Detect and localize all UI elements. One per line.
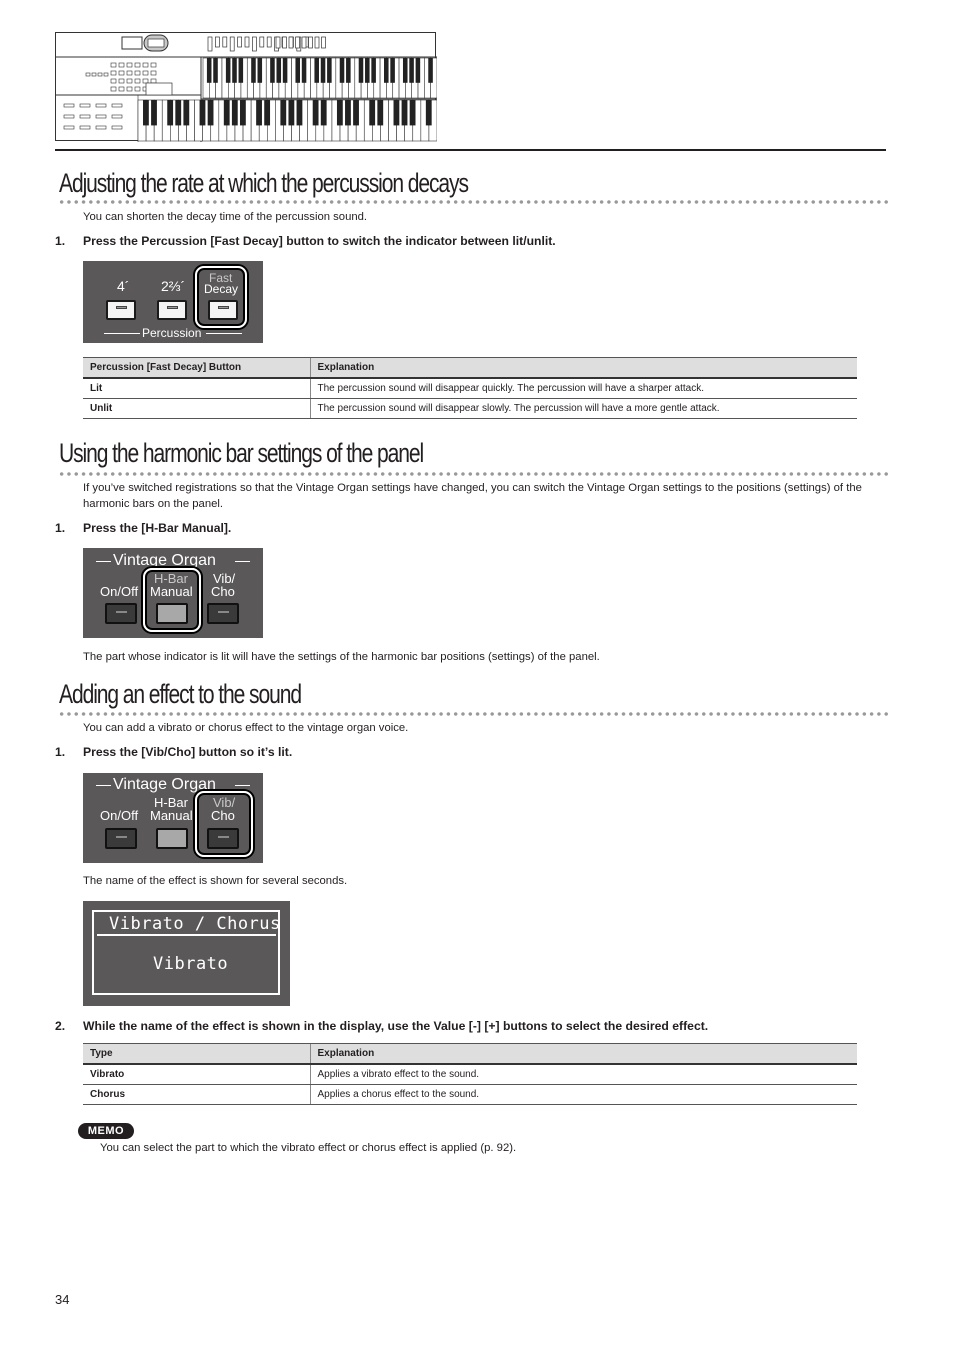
button-label-on-off: On/Off — [100, 584, 139, 599]
group-line-left — [104, 333, 140, 334]
black-key — [175, 100, 181, 125]
drawbar — [276, 37, 280, 48]
group-label-vintage-organ: Vintage Organ — [113, 776, 216, 793]
drawbar — [296, 37, 300, 48]
black-key — [295, 58, 300, 83]
section-heading-percussion: Adjusting the rate at which the percussion decays — [59, 168, 468, 198]
step-number: 2. — [55, 1019, 66, 1033]
group-line-right — [235, 561, 250, 562]
panel-button — [119, 87, 124, 91]
table-cell: Applies a chorus effect to the sound. — [310, 1084, 857, 1105]
group-line-right — [235, 785, 250, 786]
h-bar-manual-button — [156, 603, 188, 624]
panel-button — [64, 115, 74, 118]
black-key — [409, 58, 414, 83]
black-key — [327, 58, 332, 83]
panel-button — [92, 73, 96, 76]
table-header-row — [83, 358, 857, 378]
panel-button — [96, 115, 106, 118]
black-key — [402, 100, 408, 125]
drawbar — [322, 37, 326, 48]
lcd-frame — [92, 910, 280, 995]
black-key — [428, 58, 433, 83]
black-key — [302, 58, 307, 83]
instrument-illustration — [55, 32, 436, 141]
panel-button — [135, 71, 140, 75]
black-key — [313, 100, 319, 125]
black-key — [377, 100, 383, 125]
black-key — [224, 100, 230, 125]
panel-button — [143, 79, 148, 83]
table-header: Type — [83, 1044, 310, 1064]
panel-button — [151, 71, 156, 75]
black-key — [207, 58, 212, 83]
panel-button — [111, 63, 116, 67]
panel-button — [135, 79, 140, 83]
panel-button — [127, 63, 132, 67]
section-intro: You can add a vibrato or chorus effect to the vintage organ voice. — [83, 722, 409, 734]
drawbar — [267, 37, 271, 47]
section-intro: If you’ve switched registrations so that the Vintage Organ settings have changed, you can switch the Vintage Organ settings to the positions (settings) of the harmonic bars on the panel. — [83, 482, 862, 510]
black-key — [390, 58, 395, 83]
table-row — [83, 398, 857, 419]
drawbar — [289, 37, 293, 48]
button-label-manual: Manual — [150, 584, 193, 599]
table-cell: Vibrato — [83, 1064, 310, 1085]
on-off-button — [105, 828, 137, 849]
step-result: The name of the effect is shown for several seconds. — [83, 875, 348, 887]
button-label-manual: Manual — [150, 808, 193, 823]
drawbar — [223, 37, 227, 47]
on-off-button — [105, 603, 137, 624]
black-key — [213, 58, 218, 83]
step-number: 1. — [55, 234, 66, 248]
table-row — [83, 378, 857, 399]
drawbar — [260, 37, 264, 47]
black-key — [314, 58, 319, 83]
black-key — [232, 58, 237, 83]
header-rule — [55, 149, 886, 151]
panel-button — [80, 126, 90, 129]
section-heading-effect: Adding an effect to the sound — [59, 679, 301, 709]
black-key — [369, 100, 375, 125]
group-line-left — [96, 785, 111, 786]
black-key — [151, 100, 157, 125]
step-number: 1. — [55, 521, 66, 535]
black-key — [143, 100, 149, 125]
panel-button — [64, 104, 74, 107]
black-key — [256, 100, 262, 125]
table-cell: The percussion sound will disappear quickly. The percussion will have a sharper attack. — [310, 378, 857, 399]
panel-button — [64, 126, 74, 129]
button-label-2-2-3ft: 2⅔´ — [161, 278, 186, 294]
percussion-2-2-3-button — [157, 300, 187, 320]
table-row — [83, 1064, 857, 1085]
black-key — [288, 100, 294, 125]
fast-decay-table — [83, 357, 857, 419]
lcd-title: Vibrato / Chorus — [109, 914, 281, 934]
panel-button — [80, 115, 90, 118]
table-cell: The percussion sound will disappear slowly. The percussion will have a more gentle attack. — [310, 398, 857, 419]
group-line-right — [206, 333, 242, 334]
step-result: The part whose indicator is lit will have the settings of the harmonic bar positions (settings) of the panel. — [83, 651, 600, 663]
group-line-left — [96, 561, 111, 562]
step-instruction: Press the Percussion [Fast Decay] button to switch the indicator between lit/unlit. — [83, 234, 556, 248]
black-key — [321, 100, 327, 125]
lcd-divider — [97, 934, 276, 936]
vintage-organ-panel-image — [83, 548, 263, 638]
black-key — [283, 58, 288, 83]
dotted-rule — [58, 711, 888, 717]
black-key — [276, 58, 281, 83]
drawbar — [215, 37, 219, 47]
vib-cho-button — [207, 828, 239, 849]
table-cell: Lit — [83, 378, 310, 399]
black-key — [359, 58, 364, 83]
group-label-percussion: Percussion — [142, 326, 202, 340]
drawbar — [315, 37, 319, 48]
button-label-vib: Vib/ — [213, 571, 236, 586]
black-key — [251, 58, 256, 83]
panel-button — [135, 87, 140, 91]
panel-button — [112, 104, 122, 107]
lcd-display-image — [83, 901, 290, 1006]
panel-button — [98, 73, 102, 76]
panel-button — [111, 87, 116, 91]
panel-button — [86, 73, 90, 76]
black-key — [183, 100, 189, 125]
table-header-row — [83, 1044, 857, 1064]
black-key — [416, 58, 421, 83]
drawbar — [245, 37, 249, 47]
black-key — [264, 100, 270, 125]
effect-type-table — [83, 1043, 857, 1105]
button-label-vib: Vib/ — [213, 795, 236, 810]
panel-display — [146, 83, 172, 95]
button-label-decay: Decay — [204, 282, 239, 296]
table-row — [83, 1084, 857, 1105]
panel-button — [127, 71, 132, 75]
table-header: Percussion [Fast Decay] Button — [83, 358, 310, 378]
black-key — [208, 100, 214, 125]
black-key — [371, 58, 376, 83]
drawbar — [283, 37, 287, 48]
panel-button — [104, 73, 108, 76]
memo-text: You can select the part to which the vibrato effect or chorus effect is applied (p. 92). — [100, 1142, 517, 1154]
table-cell: Applies a vibrato effect to the sound. — [310, 1064, 857, 1085]
button-label-cho: Cho — [211, 808, 235, 823]
percussion-4-button — [106, 300, 136, 320]
black-key — [346, 58, 351, 83]
dotted-rule — [58, 471, 888, 477]
page-number: 34 — [55, 1292, 70, 1307]
black-key — [384, 58, 389, 83]
vintage-organ-panel-image — [83, 773, 263, 863]
panel-button — [143, 71, 148, 75]
panel-button — [111, 79, 116, 83]
section-heading-harmonic-bar: Using the harmonic bar settings of the panel — [59, 438, 424, 468]
black-key — [258, 58, 263, 83]
black-key — [403, 58, 408, 83]
panel-button — [80, 104, 90, 107]
percussion-panel-image — [83, 261, 263, 343]
black-key — [345, 100, 351, 125]
dotted-rule — [58, 199, 888, 205]
black-key — [321, 58, 326, 83]
button-label-on-off: On/Off — [100, 808, 139, 823]
panel-button — [151, 63, 156, 67]
drawbar — [238, 37, 242, 47]
panel-button — [135, 63, 140, 67]
button-label-4ft: 4´ — [117, 278, 130, 294]
black-key — [297, 100, 303, 125]
drawbar — [309, 37, 313, 48]
table-cell: Chorus — [83, 1084, 310, 1105]
black-key — [340, 58, 345, 83]
button-label-fast: Fast — [209, 271, 233, 285]
black-key — [200, 100, 206, 125]
black-key — [353, 100, 359, 125]
panel-button — [151, 79, 156, 83]
table-header: Explanation — [310, 1044, 857, 1064]
table-header: Explanation — [310, 358, 857, 378]
step-instruction: Press the [Vib/Cho] button so it’s lit. — [83, 745, 293, 759]
panel-button — [127, 87, 132, 91]
panel-button — [112, 115, 122, 118]
black-key — [337, 100, 343, 125]
black-key — [410, 100, 416, 125]
button-label-h-bar: H-Bar — [154, 795, 188, 810]
black-key — [239, 58, 244, 83]
drawbar — [252, 37, 256, 51]
lcd-value: Vibrato — [153, 954, 229, 974]
drawbar — [208, 37, 212, 51]
panel-button — [96, 104, 106, 107]
panel-button — [112, 126, 122, 129]
h-bar-manual-button — [156, 828, 188, 849]
panel-button — [96, 126, 106, 129]
black-key — [270, 58, 275, 83]
black-key — [365, 58, 370, 83]
step-number: 1. — [55, 745, 66, 759]
black-key — [394, 100, 400, 125]
drawbar — [302, 37, 306, 48]
black-key — [280, 100, 286, 125]
section-intro: You can shorten the decay time of the percussion sound. — [83, 211, 368, 223]
group-label-vintage-organ: Vintage Organ — [113, 552, 216, 569]
black-key — [232, 100, 238, 125]
fast-decay-button — [208, 300, 238, 320]
black-key — [167, 100, 173, 125]
panel-button — [119, 79, 124, 83]
step-instruction: Press the [H-Bar Manual]. — [83, 521, 232, 535]
black-key — [226, 58, 231, 83]
black-key — [240, 100, 246, 125]
black-key — [426, 100, 432, 125]
vib-cho-button — [207, 603, 239, 624]
panel-button — [127, 79, 132, 83]
panel-button — [111, 71, 116, 75]
button-label-cho: Cho — [211, 584, 235, 599]
memo-badge: MEMO — [78, 1123, 134, 1139]
button-label-h-bar: H-Bar — [154, 571, 188, 586]
panel-button — [119, 71, 124, 75]
panel-button — [119, 63, 124, 67]
step-instruction: While the name of the effect is shown in the display, use the Value [-] [+] buttons to select the desired effect. — [83, 1019, 709, 1033]
table-cell: Unlit — [83, 398, 310, 419]
drawbar — [230, 37, 234, 51]
panel-button — [143, 63, 148, 67]
